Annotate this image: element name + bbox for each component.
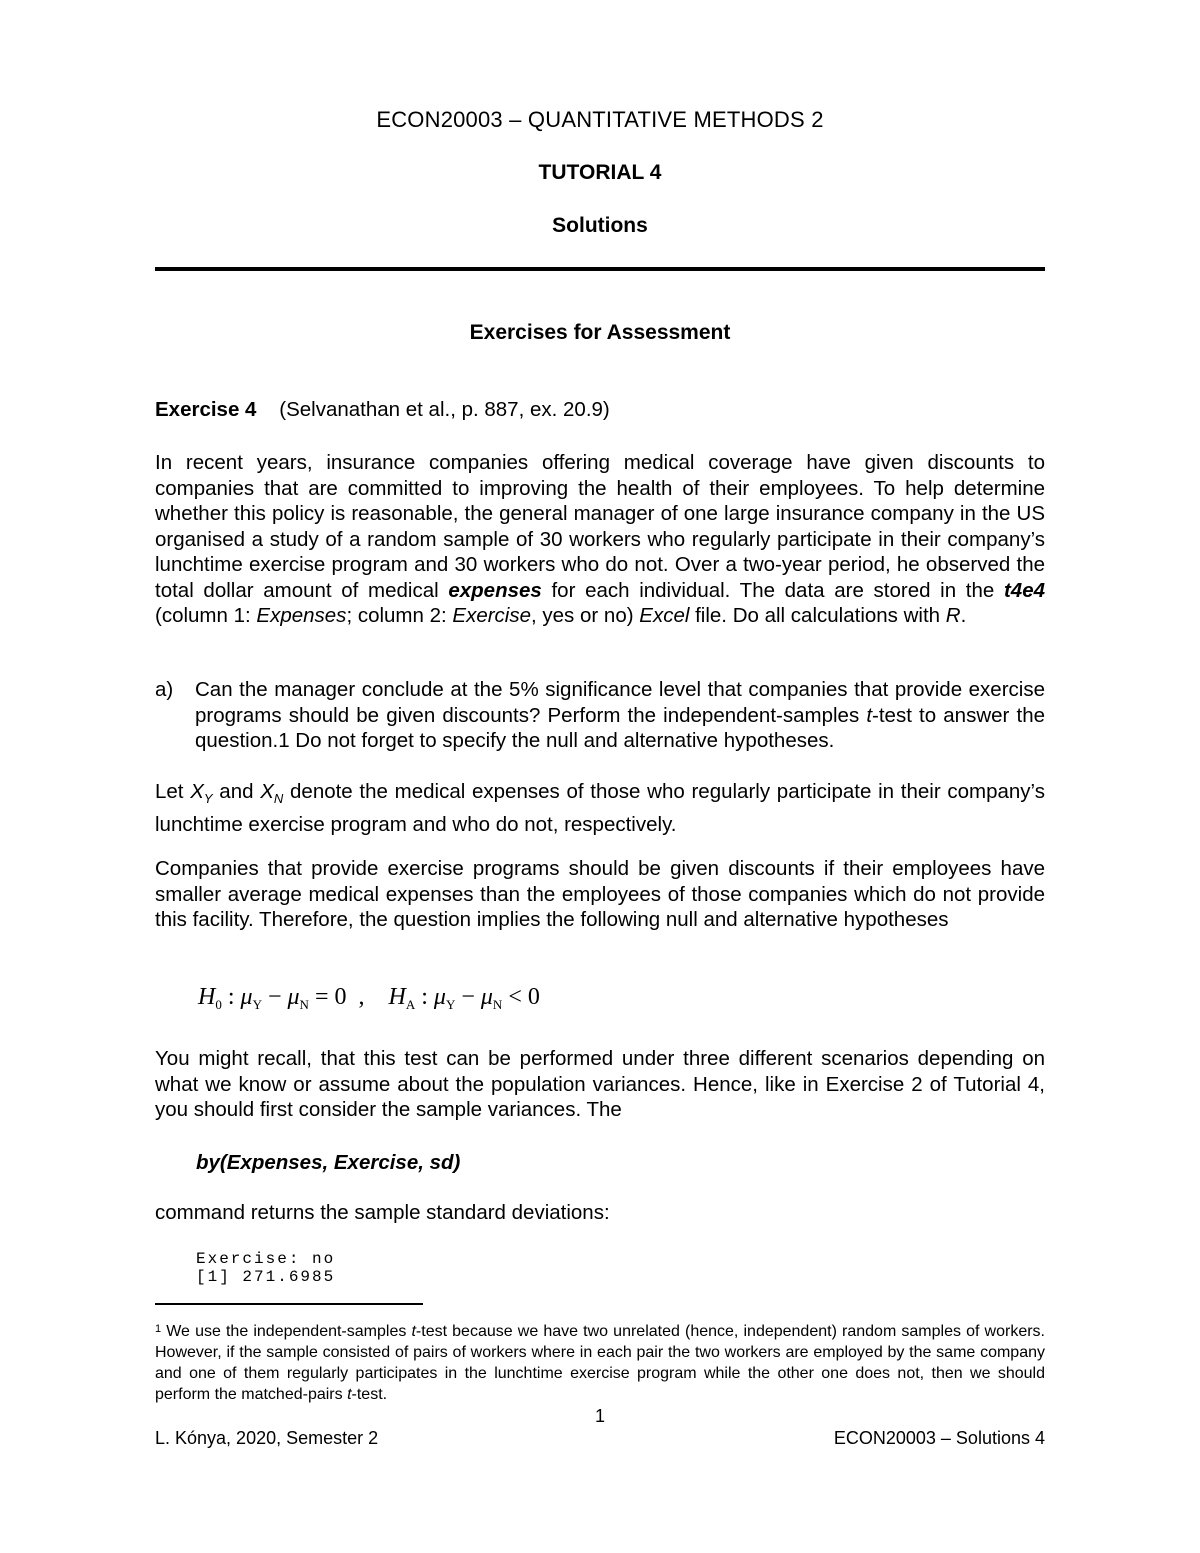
formula-sub: 0 (215, 997, 222, 1012)
para-text: (column 1: (155, 604, 257, 627)
recall-paragraph: You might recall, that this test can be performed under three different scenarios depending on what we know or assume about the population variances. Hence, like in Exercise 2 of Tutorial 4, you should first consider the sample variances. The (155, 1047, 1045, 1121)
formula-eq: = 0 (308, 984, 347, 1010)
r-output-line: [1] 271.6985 (196, 1268, 336, 1286)
formula-sub: A (405, 997, 416, 1012)
para-text: file. Do all calculations with (689, 604, 946, 627)
footer-author: L. Kónya, 2020, Semester 2 (155, 1428, 379, 1448)
formula-h: H (198, 984, 216, 1010)
formula-mu: μ (240, 984, 253, 1010)
para-emph-file: t4e4 (1003, 578, 1045, 602)
footnote-t: t (347, 1386, 352, 1403)
formula-mu: μ (287, 984, 300, 1010)
formula-sep: , (346, 984, 377, 1010)
formula-sub: Y (252, 997, 262, 1012)
formula-lt: < 0 (502, 984, 540, 1010)
var-xn: X (260, 780, 274, 803)
r-command: by(Expenses, Exercise, sd) (196, 1151, 461, 1174)
footnote-mark: 1 (155, 1323, 162, 1335)
para-emph-r: R (945, 604, 961, 627)
para-emph-expenses: expenses (448, 578, 542, 602)
var-xy-sub: Y (203, 791, 213, 807)
let-paragraph (155, 779, 1045, 837)
formula-minus: − (261, 984, 288, 1010)
let-text: denote the medical expenses of those who regularly participate in their company’s lunchtime exercise program and who do not, respectively. (155, 780, 1045, 836)
tutorial-title: TUTORIAL 4 (538, 161, 662, 184)
para-text: In recent years, insurance companies offering medical coverage have given discounts to companies that are committed to improving the health of their employees. To help determine whether this policy is reasonable, the general manager of one large insurance company in the US organised a study of a random sample of 30 workers who regularly participate in their company’s lunchtime exercise program and 30 workers who do not. Over a two-year period, he observed the total dollar amount of medical (155, 451, 1045, 602)
exercise-label: Exercise 4 (155, 398, 257, 421)
var-xn-sub: N (273, 791, 284, 807)
footnote-text: -test. (351, 1386, 388, 1403)
formula-sub: Y (445, 997, 456, 1012)
formula-colon: : (221, 984, 241, 1010)
formula-h: H (388, 984, 406, 1010)
formula-sub: N (492, 997, 503, 1012)
para-emph-col1: Expenses (256, 604, 347, 627)
r-output-line: Exercise: no (196, 1250, 336, 1268)
let-text: and (212, 780, 261, 803)
formula-minus: − (455, 984, 481, 1010)
page-number: 1 (594, 1406, 605, 1426)
exercise-paragraph (155, 450, 1045, 629)
hypotheses-formula (198, 984, 540, 1013)
formula-mu: μ (480, 984, 493, 1010)
companies-paragraph: Companies that provide exercise programs should be given discounts if their employees have smaller average medical expenses than the employees of those companies which do not provide this facility. Therefore, the question implies the following null and alternative hypotheses (155, 857, 1045, 931)
subtitle: Solutions (552, 214, 648, 237)
footnote-text: -test because we have two unrelated (hence, independent) random samples of workers. However, if the sample consisted of pairs of workers where in each pair the two workers are employed by the same company and one of them regularly participates in the lunchtime exercise program while the other one does not, then we should perform the matched-pairs (155, 1323, 1046, 1403)
header-rule (155, 267, 1045, 271)
formula-mu: μ (433, 984, 446, 1010)
para-text: . (960, 604, 967, 627)
formula-colon: : (415, 984, 434, 1010)
command-paragraph: command returns the sample standard deviations: (155, 1201, 610, 1224)
para-emph-col2: Exercise (452, 604, 532, 627)
footnote-text: We use the independent-samples (161, 1323, 412, 1340)
para-text: , yes or no) (531, 604, 640, 627)
course-title: ECON20003 – QUANTITATIVE METHODS 2 (376, 107, 824, 132)
section-title: Exercises for Assessment (469, 321, 731, 344)
footnote-t: t (411, 1323, 416, 1340)
formula-sub: N (299, 997, 309, 1012)
footer-course: ECON20003 – Solutions 4 (833, 1428, 1045, 1448)
exercise-heading (155, 397, 1045, 423)
var-xy: X (190, 780, 204, 803)
let-text: Let (155, 780, 191, 803)
question-text (195, 677, 1045, 754)
question-text-part: Can the manager conclude at the 5% significance level that companies that provide exercise programs should be given discounts? Perform the independent-samples (195, 678, 1045, 727)
para-emph-excel: Excel (639, 604, 690, 627)
question-label: a) (155, 678, 174, 701)
para-text: ; column 2: (346, 604, 453, 627)
exercise-source: (Selvanathan et al., p. 887, ex. 20.9) (279, 398, 610, 421)
para-text: for each individual. The data are stored in the (541, 578, 1004, 602)
footnote (155, 1319, 1045, 1405)
question-t: t (866, 703, 873, 727)
footnote-rule (155, 1303, 423, 1305)
question-text-part: -test to answer the question.1 Do not forget to specify the null and alternative hypotheses. (195, 703, 1045, 752)
